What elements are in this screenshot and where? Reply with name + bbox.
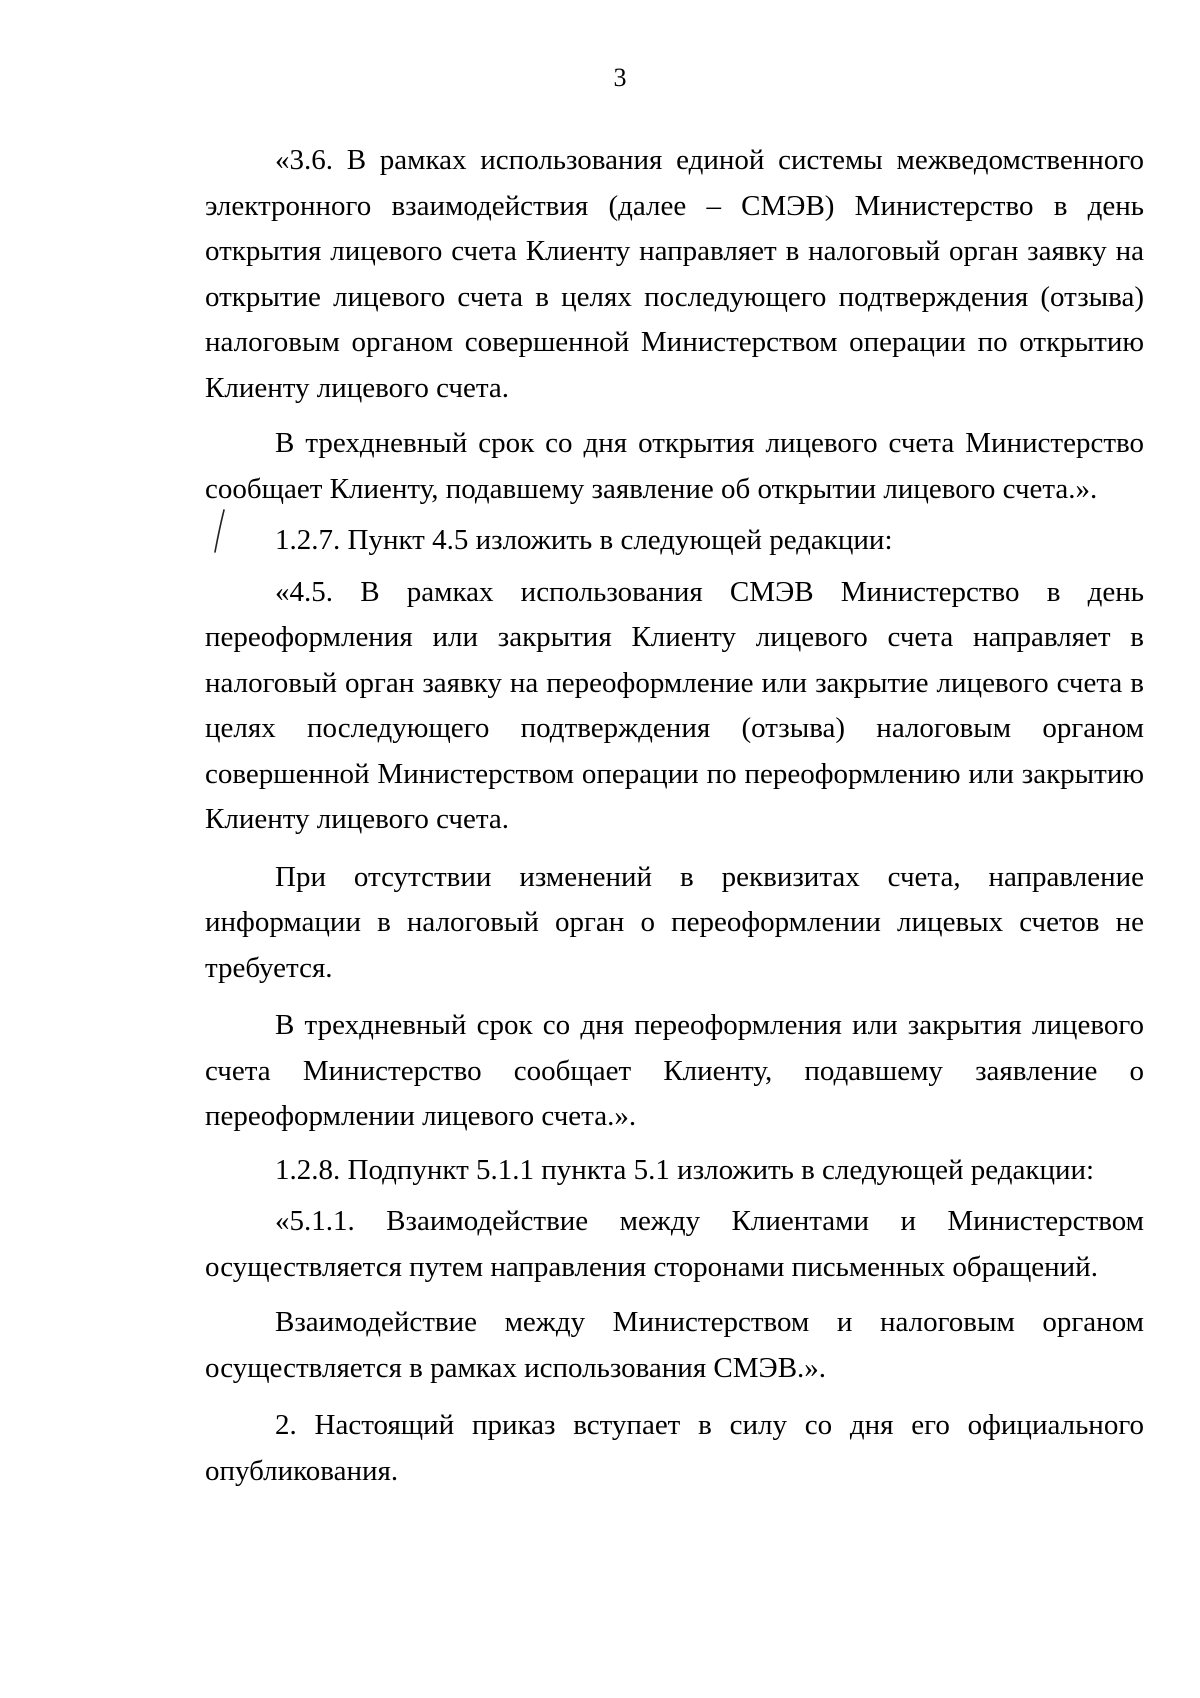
paragraph-notice-opening: В трехдневный срок со дня открытия лицевого счета Министерство сообщает Клиенту, подавшему заявление об открытии лицевого счета.». xyxy=(205,427,1144,505)
paragraph-notice-reissue: В трехдневный срок со дня переоформления или закрытия лицевого счета Министерство сообщает Клиенту, подавшему заявление о переоформлении лицевого счета.». xyxy=(205,1009,1144,1132)
pen-mark xyxy=(210,508,230,556)
paragraph-3-6: «3.6. В рамках использования единой системы межведомственного электронного взаимодействия (далее – СМЭВ) Министерство в день открытия лицевого счета Клиенту направляет в налоговый орган заявку на открытие лицевого счета в целях последующего подтверждения (отзыва) налоговым органом совершенной Министерством операции по открытию Клиенту лицевого счета. xyxy=(205,144,1144,404)
paragraph-no-changes: При отсутствии изменений в реквизитах счета, направление информации в налоговый орган о переоформлении лицевых счетов не требуется. xyxy=(205,860,1144,984)
document-body xyxy=(205,138,1144,1494)
paragraph-1-2-7: 1.2.7. Пункт 4.5 изложить в следующей редакции: xyxy=(275,524,893,556)
paragraph-1-2-8: 1.2.8. Подпункт 5.1.1 пункта 5.1 изложить в следующей редакции: xyxy=(275,1153,1095,1186)
paragraph-4-5: «4.5. В рамках использования СМЭВ Министерство в день переоформления или закрытия Клиенту лицевого счета направляет в налоговый орган заявку на переоформление или закрытие лицевого счета в целях последующего подтверждения (отзыва) налоговым органом совершенной Министерством операции по переоформлению или закрытию Клиенту лицевого счета. xyxy=(205,575,1144,835)
page-number: 3 xyxy=(613,63,627,92)
paragraph-5-1-1: «5.1.1. Взаимодействие между Клиентами и Министерством осуществляется путем направления сторонами письменных обращений. xyxy=(205,1205,1144,1283)
paragraph-interaction-tax: Взаимодействие между Министерством и налоговым органом осуществляется в рамках использования СМЭВ.». xyxy=(205,1306,1144,1384)
paragraph-2-effective: 2. Настоящий приказ вступает в силу со дня его официального опубликования. xyxy=(205,1409,1144,1487)
